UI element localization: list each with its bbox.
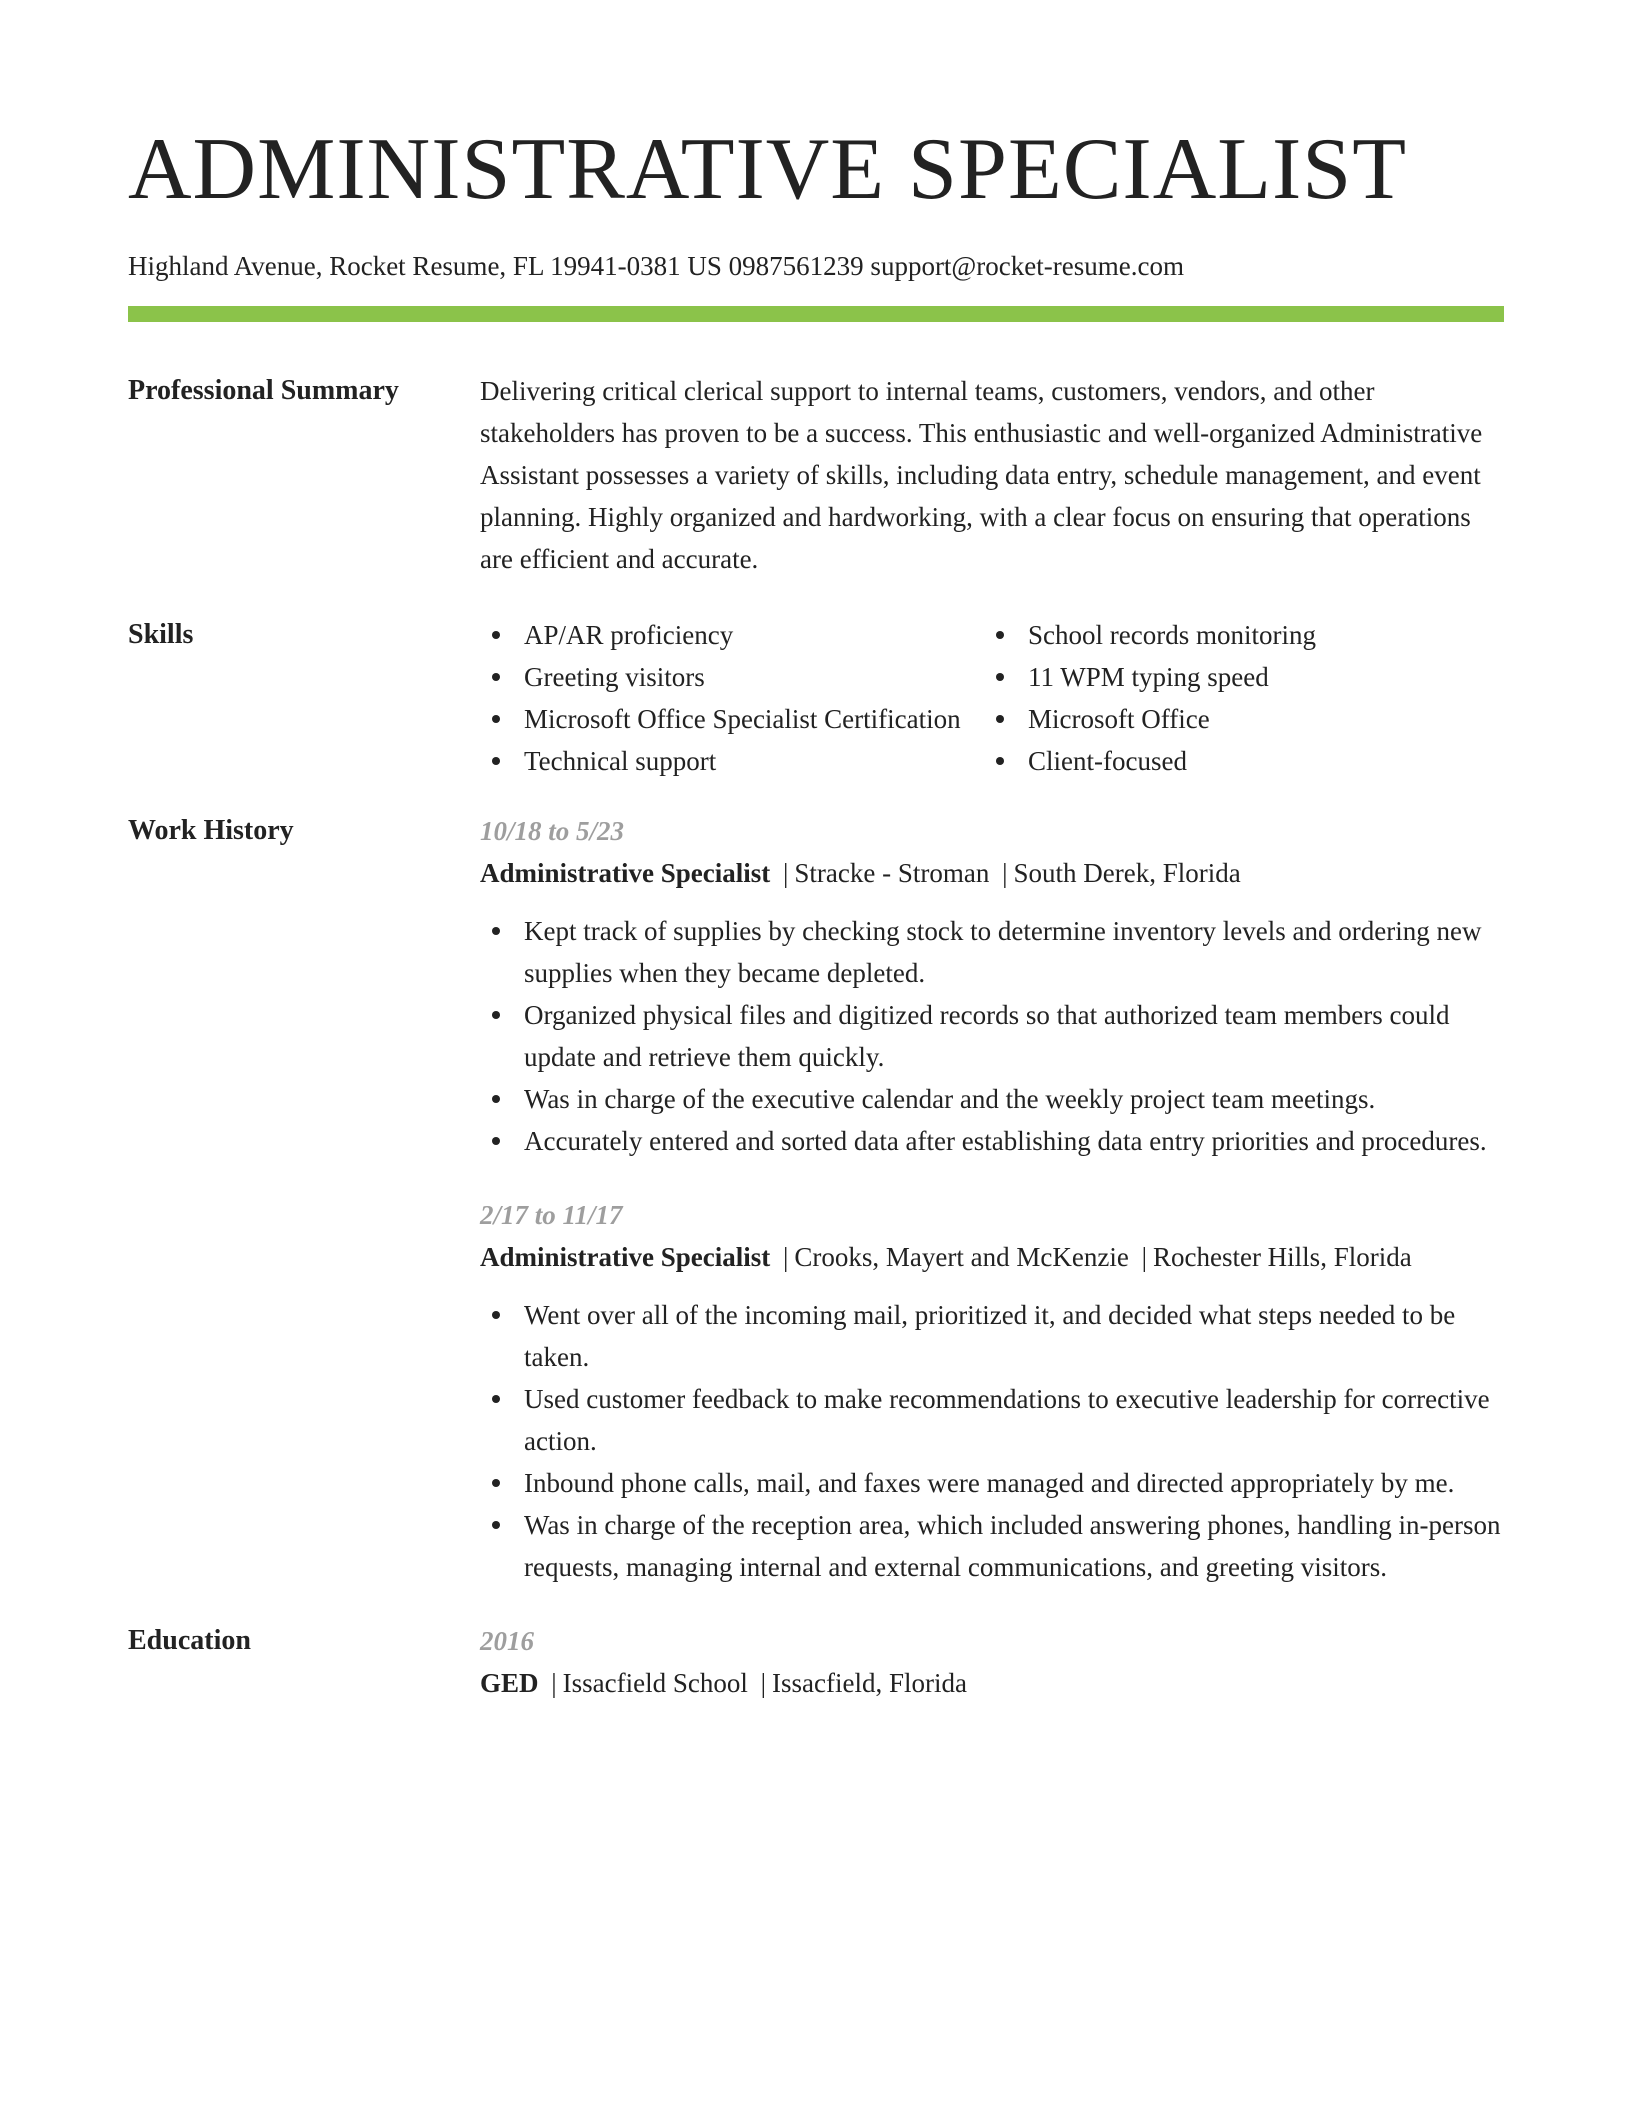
job-bullet-list [480, 910, 1504, 1162]
skill-item [480, 614, 984, 656]
skill-text: Client-focused [1028, 746, 1187, 776]
job-bullet [480, 1078, 1504, 1120]
job-company: Stracke - Stroman [794, 858, 990, 888]
skill-item [480, 656, 984, 698]
skills-grid [480, 614, 1504, 782]
header-divider [128, 306, 1504, 322]
bullet-icon [492, 1521, 500, 1529]
education-body [480, 1620, 1504, 1704]
summary-section [128, 370, 1504, 580]
skill-item [984, 740, 1504, 782]
job-bullet-text: Went over all of the incoming mail, prioritized it, and decided what steps needed to be taken. [524, 1300, 1456, 1372]
job-title-line [480, 852, 1504, 894]
summary-body [480, 370, 1504, 580]
separator: | [1141, 1242, 1147, 1272]
job-bullet-text: Kept track of supplies by checking stock to determine inventory levels and ordering new supplies when they became depleted. [524, 916, 1482, 988]
bullet-icon [492, 757, 500, 765]
bullet-icon [492, 631, 500, 639]
bullet-icon [996, 757, 1004, 765]
skill-item [480, 740, 984, 782]
education-degree: GED [480, 1668, 539, 1698]
work-history-body [480, 810, 1504, 1588]
job-company: Crooks, Mayert and McKenzie [794, 1242, 1129, 1272]
bullet-icon [492, 1479, 500, 1487]
skill-item [480, 698, 984, 740]
job-bullet-text: Organized physical files and digitized records so that authorized team members could update and retrieve them quickly. [524, 1000, 1450, 1072]
job-bullet [480, 1462, 1504, 1504]
education-label: Education [128, 1625, 251, 1656]
job-entry [480, 810, 1504, 1162]
bullet-icon [996, 673, 1004, 681]
education-section [128, 1620, 1504, 1704]
summary-label: Professional Summary [128, 375, 399, 406]
bullet-icon [492, 1395, 500, 1403]
summary-text: Delivering critical clerical support to internal teams, customers, vendors, and other stakeholders has proven to be a success. This enthusiastic and well-organized Administrative Assistant possesses a variety of skills, including data entry, schedule management, and event planning. Highly organized and hardworking, with a clear focus on ensuring that operations are efficient and accurate. [480, 376, 1483, 574]
skill-text: Greeting visitors [524, 662, 705, 692]
job-bullet [480, 910, 1504, 994]
skill-item [984, 698, 1504, 740]
job-dates: 10/18 to 5/23 [480, 816, 625, 846]
skills-column-1 [480, 614, 984, 782]
bullet-icon [492, 1311, 500, 1319]
skill-text: School records monitoring [1028, 620, 1316, 650]
job-bullet [480, 1294, 1504, 1378]
work-history-section [128, 810, 1504, 1588]
skill-text: AP/AR proficiency [524, 620, 734, 650]
bullet-icon [492, 1095, 500, 1103]
job-bullet-text: Inbound phone calls, mail, and faxes were managed and directed appropriately by me. [524, 1468, 1455, 1498]
skill-text: 11 WPM typing speed [1028, 662, 1269, 692]
education-location: Issacfield, Florida [772, 1668, 967, 1698]
job-bullet-text: Used customer feedback to make recommendations to executive leadership for corrective action. [524, 1384, 1490, 1456]
candidate-name: ADMINISTRATIVE SPECIALIST [128, 121, 1407, 218]
job-bullet [480, 994, 1504, 1078]
separator: | [760, 1668, 767, 1698]
education-school: Issacfield School [562, 1668, 748, 1698]
job-dates: 2/17 to 11/17 [480, 1200, 623, 1230]
job-bullet [480, 1120, 1504, 1162]
skill-item [984, 656, 1504, 698]
job-bullet [480, 1504, 1504, 1588]
job-location: Rochester Hills, Florida [1152, 1242, 1412, 1272]
job-title-line [480, 1236, 1504, 1278]
bullet-icon [996, 631, 1004, 639]
bullet-icon [492, 673, 500, 681]
bullet-icon [492, 1011, 500, 1019]
job-bullet-text: Was in charge of the reception area, which included answering phones, handling in-person requests, managing internal and external communications, and greeting visitors. [524, 1510, 1501, 1582]
skill-text: Technical support [524, 746, 717, 776]
skills-section [128, 614, 1504, 782]
separator: | [551, 1668, 557, 1698]
separator: | [1002, 858, 1008, 888]
job-bullet-text: Was in charge of the executive calendar and the weekly project team meetings. [524, 1084, 1376, 1114]
bullet-icon [492, 715, 500, 723]
job-bullet [480, 1378, 1504, 1462]
contact-line: Highland Avenue, Rocket Resume, FL 19941-0381 US 0987561239 support@rocket-resume.com [128, 251, 1184, 281]
skills-column-2 [984, 614, 1504, 782]
skills-label: Skills [128, 619, 194, 650]
job-bullet-text: Accurately entered and sorted data after establishing data entry priorities and procedures. [524, 1126, 1487, 1156]
separator: | [783, 858, 789, 888]
skill-text: Microsoft Office [1028, 704, 1210, 734]
job-location: South Derek, Florida [1013, 858, 1241, 888]
bullet-icon [996, 715, 1004, 723]
separator: | [783, 1242, 789, 1272]
education-line [480, 1662, 1504, 1704]
skill-item [984, 614, 1504, 656]
skill-text: Microsoft Office Specialist Certification [524, 704, 961, 734]
job-title: Administrative Specialist [480, 858, 771, 888]
bullet-icon [492, 1137, 500, 1145]
job-entry [480, 1194, 1504, 1588]
job-bullet-list [480, 1294, 1504, 1588]
education-year: 2016 [480, 1626, 534, 1656]
job-title: Administrative Specialist [480, 1242, 771, 1272]
bullet-icon [492, 927, 500, 935]
work-history-label: Work History [128, 815, 294, 846]
